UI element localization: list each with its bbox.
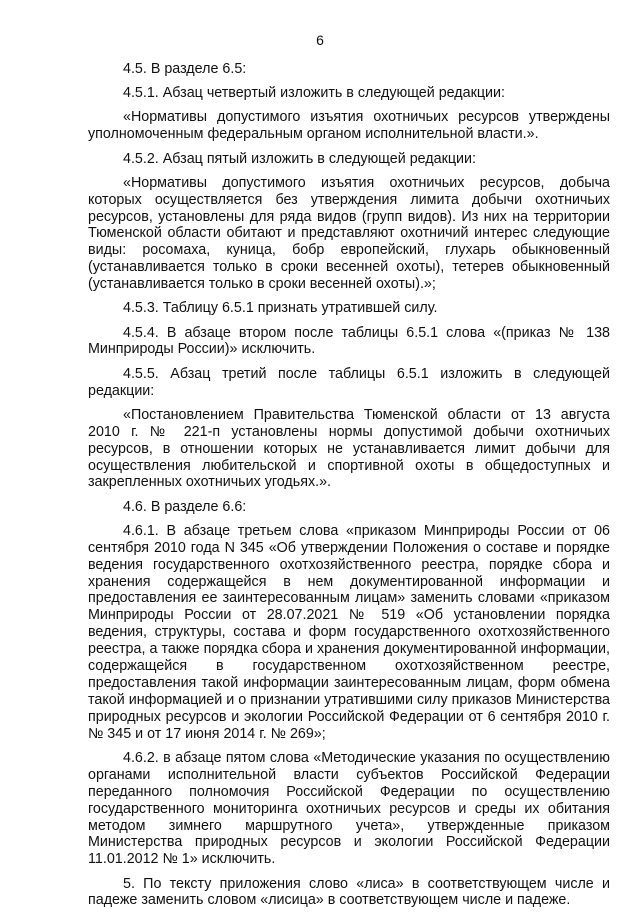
- paragraph-4-5-1-quote: «Нормативы допустимого изъятия охотничьих ресурсов утверждены уполномоченным федеральным органом исполнительной власти.».: [88, 109, 610, 143]
- paragraph-4-5-1: 4.5.1. Абзац четвертый изложить в следующей редакции:: [123, 85, 505, 102]
- paragraph-4-5-5-quote: «Постановлением Правительства Тюменской области от 13 августа 2010 г. № 221-п установлены нормы допустимой добычи охотничьих ресурсов, в отношении которых не устанавливается лимит добычи для осуществления любительской и спортивной охоты в общедоступных и закрепленных охотничьих угодьях.».: [88, 406, 610, 491]
- paragraph-5: 5. По тексту приложения слово «лиса» в соответствующем числе и падеже заменить словом «лисица» в соответствующем числе и падеже.: [88, 875, 610, 909]
- document-body: [88, 61, 610, 917]
- paragraph-4-6: 4.6. В разделе 6.6:: [123, 498, 247, 515]
- paragraph-4-6-1: 4.6.1. В абзаце третьем слова «приказом Минприроды России от 06 сентября 2010 года N 345 «Об утверждении Положения о составе и порядке ведения государственного охотхозяйственного реестра, порядке сбора и хранения содержащейся в нем документированной информации и предоставления ее заинтересованным лицам» заменить словами «приказом Минприроды России от 28.07.2021 № 519 «Об установлении порядка ведения, структуры, состава и форм государственного охотхозяйственного реестра, а также порядка сбора и хранения документированной информации, содержащейся в государственном охотхозяйственном реестре, предоставления такой информации заинтересованным лицам, форм обмена такой информацией и о признании утратившими силу приказов Министерства природных ресурсов и экологии Российской Федерации от 6 сентября 2010 г. № 345 и от 17 июня 2014 г. № 269»;: [88, 522, 610, 742]
- paragraph-4-5-3: 4.5.3. Таблицу 6.5.1 признать утратившей силу.: [123, 300, 438, 317]
- page-number: 6: [316, 32, 324, 48]
- paragraph-4-5-2-quote: «Нормативы допустимого изъятия охотничьих ресурсов, добыча которых осуществляется без утверждения лимита добычи охотничьих ресурсов, установлены для ряда видов (групп видов). Из них на территории Тюменской области обитают и представляют охотничий интерес следующие виды: росомаха, куница, бобр европейский, глухарь обыкновенный (устанавливается только в сроки весенней охоты), тетерев обыкновенный (устанавливается только в сроки весенней охоты).»;: [88, 174, 610, 293]
- paragraph-4-5-5: 4.5.5. Абзац третий после таблицы 6.5.1 изложить в следующей редакции:: [88, 365, 610, 399]
- paragraph-4-5: 4.5. В разделе 6.5:: [123, 61, 247, 77]
- paragraph-4-6-2: 4.6.2. в абзаце пятом слова «Методические указания по осуществлению органами исполнительной власти субъектов Российской Федерации переданного полномочия Российской Федерации по осуществлению государственного мониторинга охотничьих ресурсов и среды их обитания методом зимнего маршрутного учета», утвержденные приказом Министерства природных ресурсов и экологии Российской Федерации 11.01.2012 № 1» исключить.: [88, 749, 610, 868]
- paragraph-4-5-4: 4.5.4. В абзаце втором после таблицы 6.5.1 слова «(приказ № 138 Минприроды России)» исключить.: [88, 324, 610, 358]
- paragraph-4-5-2: 4.5.2. Абзац пятый изложить в следующей редакции:: [123, 150, 476, 167]
